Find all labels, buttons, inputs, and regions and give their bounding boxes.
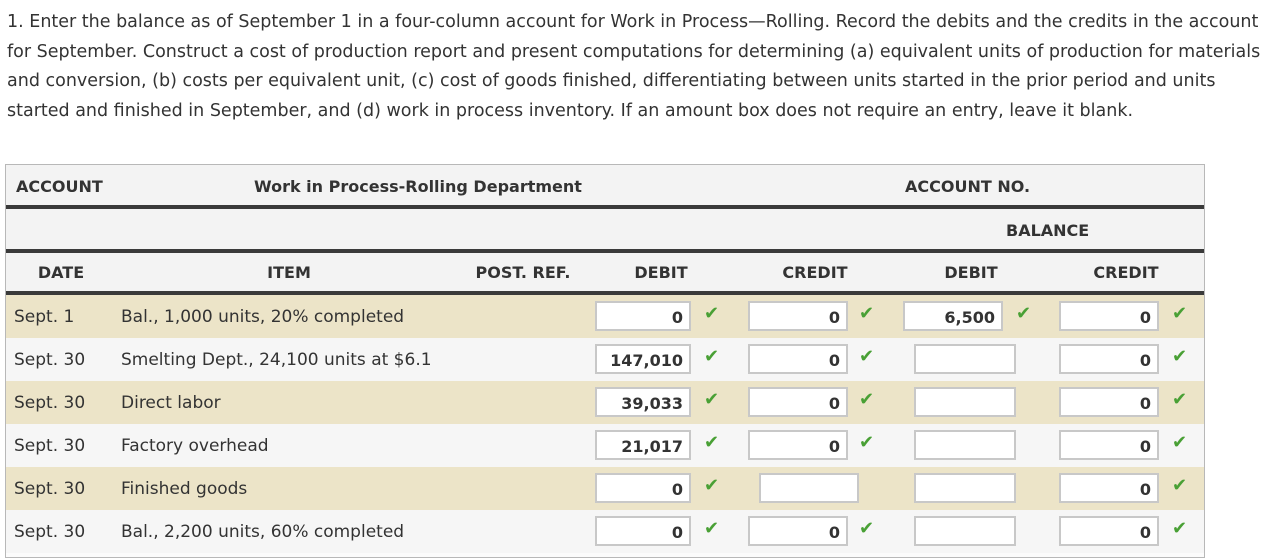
- col-balance-debit: DEBIT: [944, 263, 998, 282]
- col-credit: CREDIT: [782, 263, 848, 282]
- account-header-row: [6, 165, 1204, 205]
- debit-input[interactable]: 0: [595, 301, 691, 331]
- balance-credit-input[interactable]: 0: [1059, 387, 1159, 417]
- check-icon: ✔: [859, 432, 875, 453]
- check-icon: ✔: [704, 432, 720, 453]
- balance-debit-input[interactable]: [914, 430, 1016, 460]
- balance-debit-input[interactable]: [914, 473, 1016, 503]
- check-icon: ✔: [1172, 389, 1188, 410]
- balance-header-row: [6, 209, 1204, 249]
- check-icon: ✔: [704, 389, 720, 410]
- row-item: Bal., 2,200 units, 60% completed: [121, 522, 405, 542]
- row-date: Sept. 30: [14, 436, 86, 456]
- check-icon: ✔: [1016, 303, 1032, 324]
- check-icon: ✔: [704, 346, 720, 367]
- check-icon: ✔: [704, 303, 720, 324]
- check-icon: ✔: [704, 518, 720, 539]
- balance-debit-input[interactable]: [914, 516, 1016, 546]
- balance-debit-input[interactable]: [914, 387, 1016, 417]
- balance-credit-input[interactable]: 0: [1059, 344, 1159, 374]
- debit-input[interactable]: 147,010: [595, 344, 691, 374]
- four-column-account: [5, 164, 1205, 558]
- credit-input[interactable]: 0: [748, 301, 848, 331]
- balance-label: BALANCE: [1006, 221, 1090, 240]
- row-date: Sept. 30: [14, 393, 86, 413]
- row-item: Factory overhead: [121, 436, 269, 456]
- account-label: ACCOUNT: [16, 177, 103, 196]
- debit-input[interactable]: 21,017: [595, 430, 691, 460]
- col-post-ref: POST. REF.: [475, 263, 571, 282]
- credit-input[interactable]: [759, 473, 859, 503]
- check-icon: ✔: [859, 518, 875, 539]
- table-row: [6, 295, 1204, 338]
- col-balance-credit: CREDIT: [1093, 263, 1159, 282]
- account-no-label: ACCOUNT NO.: [905, 177, 1031, 196]
- column-header-row: [6, 253, 1204, 291]
- credit-input[interactable]: 0: [748, 430, 848, 460]
- question-instructions: 1. Enter the balance as of September 1 in a four-column account for Work in Process—Rolling. Record the debits and the credits in the account for September. Construct a cost of production report and present computations for determining (a) equivalent units of production for materials and conversion, (b) costs per equivalent unit, (c) cost of goods finished, differentiating between units started in the prior period and units started and finished in September, and (d) work in process inventory. If an amount box does not require an entry, leave it blank.: [7, 12, 1261, 121]
- check-icon: ✔: [859, 303, 875, 324]
- balance-credit-input[interactable]: 0: [1059, 516, 1159, 546]
- check-icon: ✔: [1172, 475, 1188, 496]
- balance-debit-input[interactable]: 6,500: [903, 301, 1003, 331]
- check-icon: ✔: [859, 346, 875, 367]
- col-debit: DEBIT: [634, 263, 688, 282]
- row-date: Sept. 30: [14, 522, 86, 542]
- table-row: [6, 424, 1204, 467]
- account-name: Work in Process-Rolling Department: [254, 177, 582, 196]
- col-item: ITEM: [267, 263, 311, 282]
- debit-input[interactable]: 39,033: [595, 387, 691, 417]
- table-row: [6, 467, 1204, 510]
- row-date: Sept. 30: [14, 479, 86, 499]
- balance-debit-input[interactable]: [914, 344, 1016, 374]
- row-item: Direct labor: [121, 393, 221, 413]
- debit-input[interactable]: 0: [595, 473, 691, 503]
- check-icon: ✔: [704, 475, 720, 496]
- table-row: [6, 381, 1204, 424]
- row-date: Sept. 1: [14, 307, 75, 327]
- row-item: Bal., 1,000 units, 20% completed: [121, 307, 405, 327]
- balance-credit-input[interactable]: 0: [1059, 473, 1159, 503]
- row-date: Sept. 30: [14, 350, 86, 370]
- balance-credit-input[interactable]: 0: [1059, 301, 1159, 331]
- row-item: Finished goods: [121, 479, 248, 499]
- row-item: Smelting Dept., 24,100 units at $6.1: [121, 350, 432, 370]
- col-date: DATE: [37, 263, 85, 282]
- credit-input[interactable]: 0: [748, 516, 848, 546]
- check-icon: ✔: [1172, 303, 1188, 324]
- credit-input[interactable]: 0: [748, 344, 848, 374]
- debit-input[interactable]: 0: [595, 516, 691, 546]
- check-icon: ✔: [1172, 518, 1188, 539]
- balance-credit-input[interactable]: 0: [1059, 430, 1159, 460]
- check-icon: ✔: [1172, 346, 1188, 367]
- table-row: [6, 510, 1204, 553]
- credit-input[interactable]: 0: [748, 387, 848, 417]
- table-row: [6, 338, 1204, 381]
- check-icon: ✔: [859, 389, 875, 410]
- check-icon: ✔: [1172, 432, 1188, 453]
